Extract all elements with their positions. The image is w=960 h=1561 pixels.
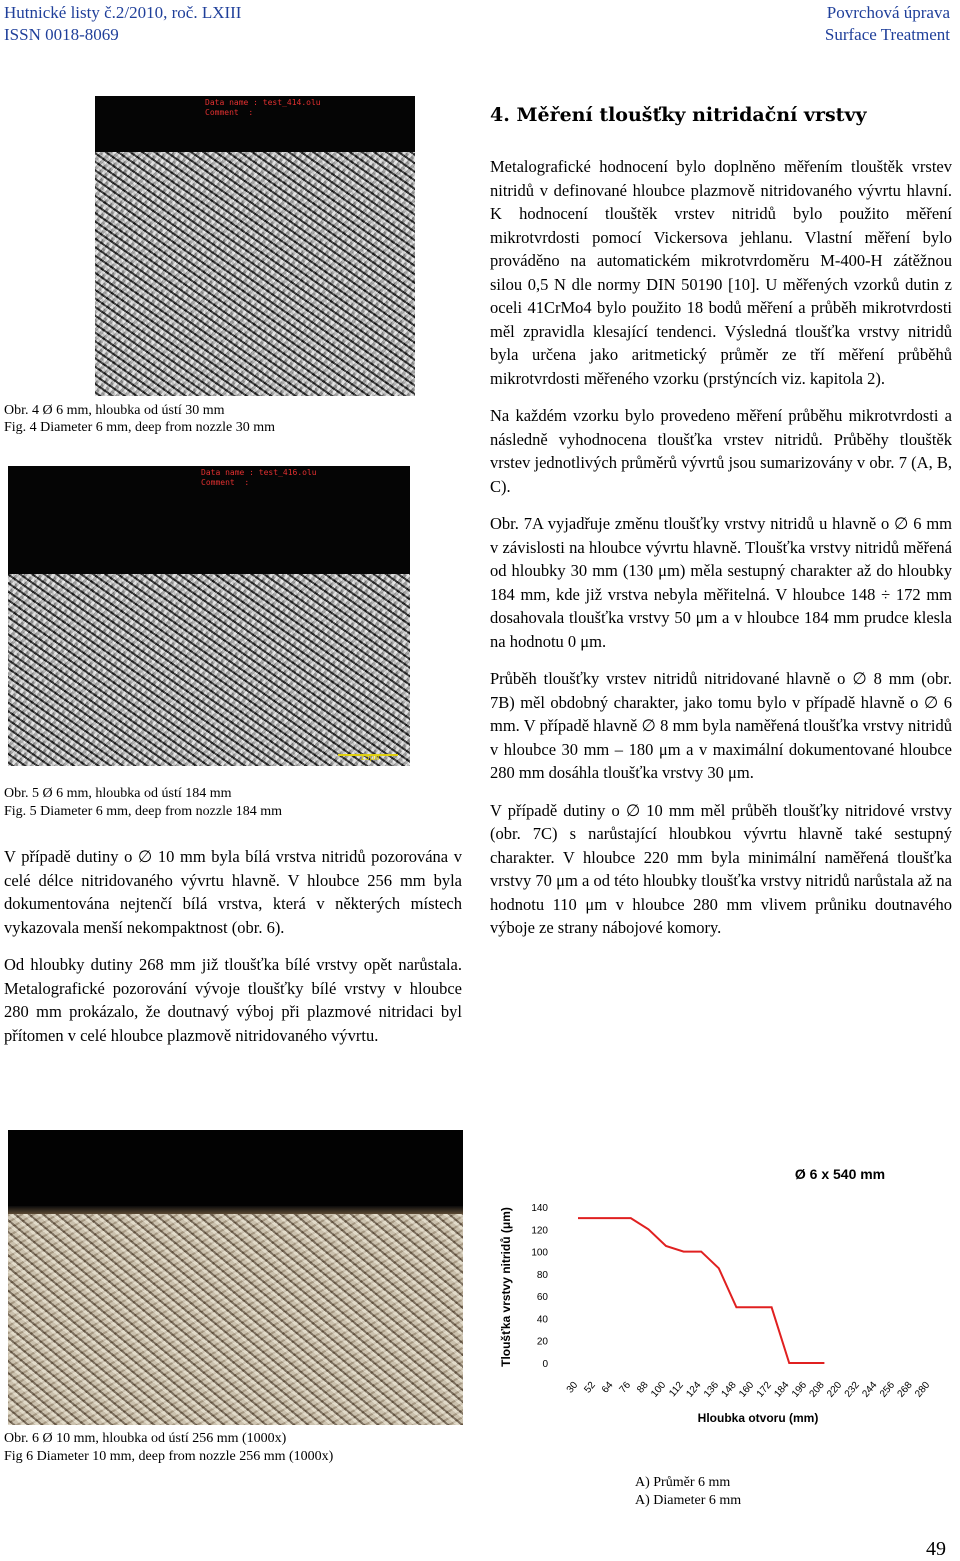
section-en: Surface Treatment <box>824 25 950 44</box>
left-paragraph-2: Od hloubky dutiny 268 mm již tloušťka bílé vrstvy opět narůstala. Metalografické pozorování vývoje tloušťky bílé vrstvy v hloubce 280 mm prokázalo, že doutnavý výboj při plazmové nitridaci byl přítomen v celé hloubce plazmově nitridovaného vývrtu. <box>4 955 462 1045</box>
y-tick-label: 40 <box>536 1314 548 1326</box>
fig4-overlay: Data name : test_414.olu Comment : <box>205 98 321 117</box>
right-paragraph-1: Metalografické hodnocení bylo doplněno měřením tlouštěk vrstev nitridů v definované hloubce plazmově nitridovaného vývrtu hlavní. K hodnocení tlouštěk vrstev nitridů bylo použito měření mikrotvrdosti pomocí Vickersova jehlanu. Vlastní měření bylo prováděno na automatickém mikrotvrdoměru M-400-H zátěžnou silou 0,5 N dle normy DIN 50190 [10]. U měřených vzorků dutin z oceli 41CrMo4 bylo použito 18 bodů měření a průběh mikrotvrdosti měl zpravidla klesající tendenci. Výsledná tloušťka vrstvy nitridů byla určena jako aritmetický průměr ze tří měření průběhů mikrotvrdosti měřeného vzorku (prstýncích viz. kapitola 2). <box>490 157 952 388</box>
thickness-chart <box>490 1155 960 1445</box>
x-tick-label: 208 <box>807 1379 827 1400</box>
y-tick-label: 80 <box>536 1269 548 1281</box>
fig5-caption-en: Fig. 5 Diameter 6 mm, deep from nozzle 184 mm <box>4 804 282 819</box>
x-tick-label: 184 <box>772 1379 792 1400</box>
x-tick-label: 160 <box>737 1379 757 1400</box>
right-column <box>490 155 952 954</box>
x-tick-label: 112 <box>667 1379 686 1400</box>
fig5-caption-cz: Obr. 5 Ø 6 mm, hloubka od ústí 184 mm <box>4 786 232 801</box>
fig6-caption-cz: Obr. 6 Ø 10 mm, hloubka od ústí 256 mm (1000x) <box>4 1431 287 1446</box>
micrograph-fig6 <box>8 1130 463 1425</box>
x-tick-label: 232 <box>842 1379 862 1400</box>
scale-label: 15μm <box>360 753 380 762</box>
x-tick-label: 268 <box>895 1379 915 1400</box>
x-tick-label: 30 <box>564 1379 581 1396</box>
y-axis-label: Tloušťka vrstvy nitridů (μm) <box>499 1207 513 1367</box>
fig6-caption-en: Fig 6 Diameter 10 mm, deep from nozzle 256 mm (1000x) <box>4 1449 334 1464</box>
x-tick-label: 244 <box>860 1379 880 1400</box>
x-tick-label: 172 <box>754 1379 774 1400</box>
x-axis-label: Hloubka otvoru (mm) <box>697 1411 819 1425</box>
micrograph-fig5 <box>8 466 410 766</box>
x-tick-label: 88 <box>635 1379 651 1396</box>
x-tick-label: 196 <box>789 1379 810 1400</box>
y-tick-label: 140 <box>531 1203 548 1214</box>
fig4-caption-cz: Obr. 4 Ø 6 mm, hloubka od ústí 30 mm <box>4 403 225 418</box>
issn: ISSN 0018-8069 <box>4 25 119 44</box>
x-tick-label: 148 <box>719 1379 739 1400</box>
fig5-overlay: Data name : test_416.olu Comment : <box>201 468 317 487</box>
right-paragraph-2: Na každém vzorku bylo provedeno měření průběhu mikrotvrdosti a následně vyhodnocena tloušťka vrstev nitridů. Průběhy tlouštěk vrstev jednotlivých průměrů vývrtů jsou sumarizovány v obr. 7 (A, B, C). <box>490 406 952 496</box>
x-tick-label: 124 <box>684 1379 704 1400</box>
y-tick-label: 20 <box>536 1336 548 1348</box>
x-tick-label: 256 <box>877 1379 898 1400</box>
y-tick-label: 100 <box>531 1247 548 1259</box>
section-cz: Povrchová úprava <box>826 3 950 22</box>
x-tick-label: 220 <box>825 1379 845 1400</box>
series-line <box>578 1218 824 1363</box>
section-heading: 4. Měření tloušťky nitridační vrstvy <box>490 104 867 126</box>
right-paragraph-4: Průběh tloušťky vrstev nitridů nitridované hlavně o ∅ 8 mm (obr. 7B) měl obdobný charakter, jako tomu bylo v případě hlavně o ∅ 6 mm. V případě hlavně ∅ 8 mm byla naměřená tloušťka vrstvy nitridů v hloubce 30 mm – 180 μm a v maximální dokumentované hloubce 280 mm dosáhla tloušťka vrstvy 30 μm. <box>490 669 952 782</box>
x-tick-label: 64 <box>599 1379 616 1396</box>
fig4-caption-en: Fig. 4 Diameter 6 mm, deep from nozzle 30 mm <box>4 420 275 435</box>
left-paragraph-1: V případě dutiny o ∅ 10 mm byla bílá vrstva nitridů pozorována v celé délce nitridovaného vývrtu hlavně. V hloubce 256 mm byla dokumentována nejtenčí bílá vrstva, která v některých místech vykazovala menší nekompaktnost (obr. 6). <box>4 847 462 937</box>
right-paragraph-3: Obr. 7A vyjadřuje změnu tloušťky vrstvy nitridů u hlavně o ∅ 6 mm v závislosti na hloubce vývrtu hlavně. Tloušťka vrstvy nitridů měřená od hloubky 30 mm (130 μm) měla sestupný charakter až do hloubky 184 mm, kde již vrstva nebyla měřitelná. V hloubce 148 ÷ 172 mm dosahovala tloušťka vrstvy 50 μm a v hloubce 184 mm prudce klesla na hodnotu 0 μm. <box>490 514 952 651</box>
right-paragraph-5: V případě dutiny o ∅ 10 mm měl průběh tloušťky nitridové vrstvy (obr. 7C) s narůstající hloubkou vývrtu hlavně také sestupný charakter. V hloubce 220 mm byla minimální naměřená tloušťka vrstvy 70 μm a od této hloubky tloušťka vrstvy nitridů narůstala až na hodnotu 110 μm v hloubce 280 mm vlivem průniku doutnavého výboje ze strany nábojové komory. <box>490 800 952 937</box>
x-tick-label: 52 <box>582 1379 598 1396</box>
y-tick-label: 120 <box>531 1225 548 1237</box>
x-tick-label: 100 <box>649 1379 669 1400</box>
y-tick-label: 60 <box>536 1292 548 1304</box>
micrograph-fig4 <box>95 96 415 396</box>
y-tick-label: 0 <box>542 1359 548 1370</box>
x-tick-label: 136 <box>701 1379 722 1400</box>
journal-title: Hutnické listy č.2/2010, roč. LXIII <box>4 3 242 22</box>
chart-caption-en: A) Diameter 6 mm <box>635 1493 742 1508</box>
x-tick-label: 76 <box>617 1379 634 1396</box>
page-number: 49 <box>926 1538 946 1560</box>
chart-title: Ø 6 x 540 mm <box>794 1166 886 1182</box>
left-column <box>4 845 462 1061</box>
chart-caption-cz: A) Průměr 6 mm <box>635 1475 731 1490</box>
x-tick-label: 280 <box>913 1379 933 1400</box>
